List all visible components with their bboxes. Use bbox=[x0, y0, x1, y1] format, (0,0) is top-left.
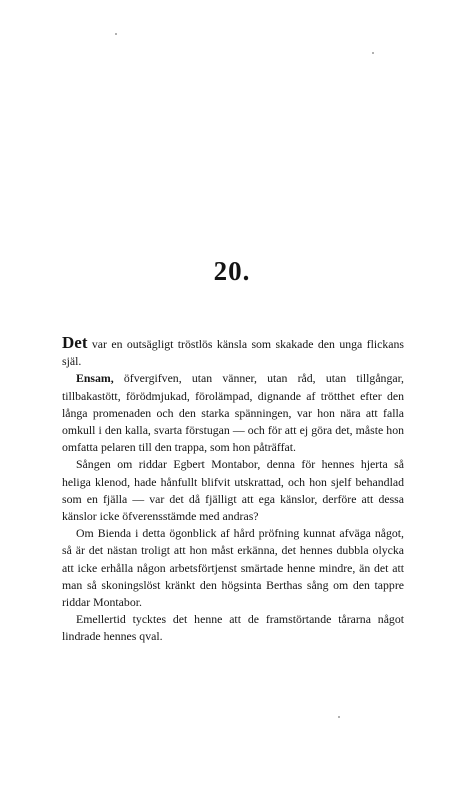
paragraph: Om Bienda i detta ögonblick af hård pröfning kunnat afväga något, så är det nästan troligt att hon måst erkänna, det hennes dubbla olycka att icke erhålla någon arbetsförtjenst smärtade henne mindre, än det att man så skoningslöst kränkt den högsinta Berthas sång om den tappre riddar Montabor. bbox=[62, 526, 404, 610]
paper-speck bbox=[338, 716, 340, 718]
paragraph bbox=[62, 370, 404, 456]
paragraph-text: öfvergifven, utan vänner, utan råd, utan tillgångar, tillbakastött, förödmjukad, förolämpad, dignande af trötthet efter den långa promenaden och den starka spänningen, var hon nära att falla omkull i den kalla, svarta förstugan — och för att ej göra det, måste hon omfatta pelaren till den trappa, som hon påträffat. bbox=[62, 371, 404, 455]
paragraph bbox=[62, 334, 404, 370]
paragraph: Sången om riddar Egbert Montabor, denna för hennes hjerta så heliga klenod, hade hånfullt blifvit utskrattad, och hon sjelf behandlad som en fjälla — var det då fjälligt att ega känslor, derföre att dessa känslor icke öfverensstämde med andras? bbox=[62, 457, 404, 524]
chapter-body bbox=[62, 334, 404, 646]
drop-cap: Det bbox=[62, 333, 88, 352]
paper-speck bbox=[115, 33, 117, 35]
paper-speck bbox=[372, 52, 374, 54]
chapter-number: 20. bbox=[213, 256, 251, 286]
paragraph-lead-word: Ensam, bbox=[76, 371, 114, 386]
paragraph-text: var en outsägligt tröstlös känsla som skakade den unga flickans själ. bbox=[62, 337, 404, 369]
paragraph: Emellertid tycktes det henne att de framstörtande tårarna något lindrade hennes qval. bbox=[62, 612, 404, 644]
